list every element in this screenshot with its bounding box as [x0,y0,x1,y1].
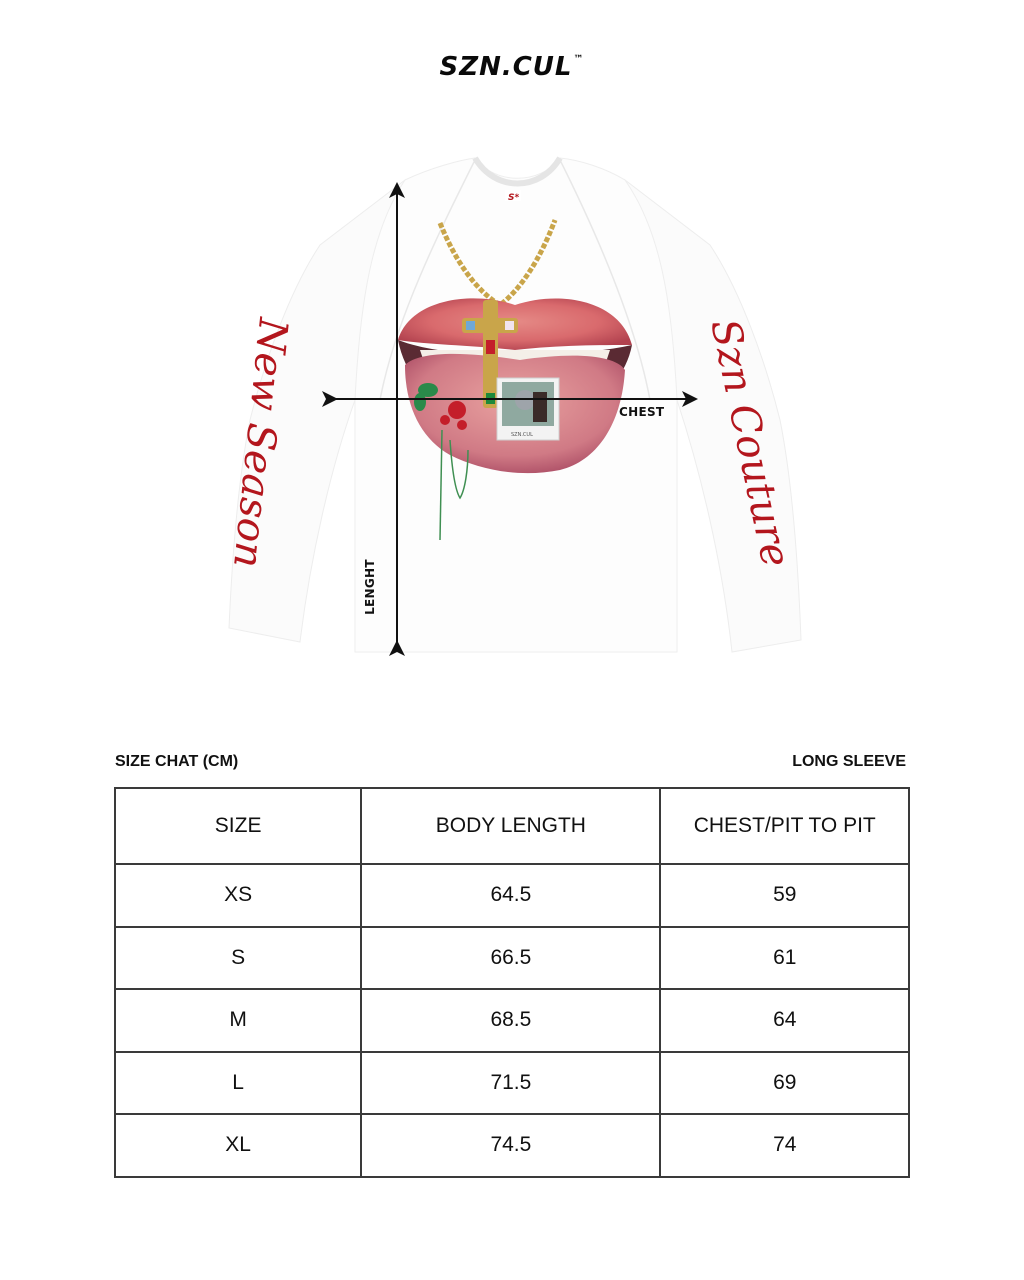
left-sleeve-script: New Season [224,315,296,571]
body-length-cell: 66.5 [361,927,660,990]
column-header-chest: CHEST/PIT TO PIT [660,788,909,864]
length-label: LENGHT [363,559,377,615]
svg-text:SZN.CUL: SZN.CUL [511,432,533,438]
chest-label: CHEST [619,405,665,419]
table-header-row [115,788,909,864]
size-cell: XL [115,1114,361,1177]
table-row [115,1052,909,1115]
size-chart-table [114,787,910,1178]
chest-cell: 74 [660,1114,909,1177]
right-sleeve-script: Szn Couture [701,314,799,572]
brand-name: SZN.CUL [439,52,573,82]
size-cell: S [115,927,361,990]
size-cell: M [115,989,361,1052]
size-cell: XS [115,864,361,927]
size-cell: L [115,1052,361,1115]
photo-card [497,378,559,440]
body-length-cell: 68.5 [361,989,660,1052]
table-row [115,927,909,990]
size-chart-title: SIZE CHAT (CM) [115,753,239,770]
body-length-cell: 64.5 [361,864,660,927]
chest-cell: 64 [660,989,909,1052]
trademark-symbol: ™ [573,54,585,65]
column-header-size: SIZE [115,788,361,864]
chest-cell: 61 [660,927,909,990]
svg-text:S*: S* [508,193,520,203]
column-header-body-length: BODY LENGTH [361,788,660,864]
product-type-label: LONG SLEEVE [792,753,906,770]
body-length-cell: 71.5 [361,1052,660,1115]
table-row [115,1114,909,1177]
szn-star-logo-icon [505,190,521,203]
chest-cell: 69 [660,1052,909,1115]
table-row [115,864,909,927]
chest-cell: 59 [660,864,909,927]
table-row [115,989,909,1052]
body-length-cell: 74.5 [361,1114,660,1177]
